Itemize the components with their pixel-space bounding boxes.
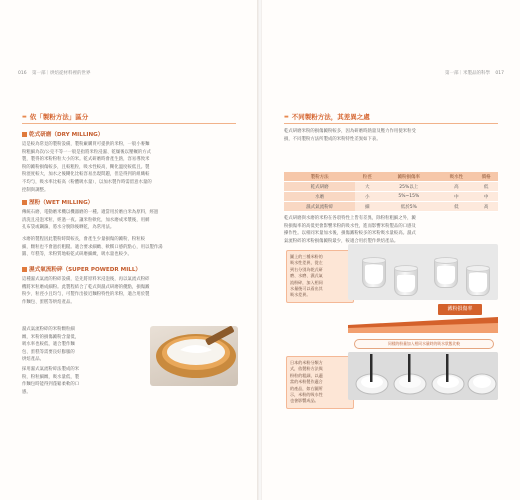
right-running-head-text: 第一部｜米製品的科學 xyxy=(444,71,490,76)
text-line: 到右分別為乾式研 xyxy=(290,266,323,272)
bowl-illustration xyxy=(150,326,238,386)
text-line: 不均勻，吸水率比較高（粉體吸水量）、以加水製作時需留意水量的 xyxy=(22,179,152,185)
cup-super-mill xyxy=(434,258,458,288)
left-section-rule xyxy=(22,123,236,124)
table-cell: 25%以上 xyxy=(379,182,438,192)
flour-batter-photo xyxy=(348,352,498,400)
table-cell: 低於5% xyxy=(379,202,438,212)
text-line: 圓、年糕等，米粉質地較乾式研磨細緻，吸水量也較少。 xyxy=(22,252,132,258)
right-body-paragraph xyxy=(284,215,498,245)
table-cell: 濕式氣流粉碎 xyxy=(284,202,355,212)
text-line: 粉粗細為次/公克不等一一般是指將米粒浸濕、乾燥後以壓輾的方式 xyxy=(22,149,152,155)
table-cell: 大 xyxy=(355,182,379,192)
text-line: 水量後可以看出其 xyxy=(290,286,323,292)
text-line: 粉，粉粒細緻，吸水量低，製 xyxy=(22,374,80,380)
milling-comparison-table xyxy=(284,172,498,212)
table-cell: 低 xyxy=(439,202,475,212)
sub-title-dry-milling xyxy=(22,130,103,138)
sub-title-wet-milling xyxy=(22,198,93,206)
text-line: 式，依製粉方法與 xyxy=(290,366,323,372)
table-header-cell: 價格 xyxy=(474,172,498,182)
text-line: 吸水差異。 xyxy=(290,292,311,298)
table-cell: 高 xyxy=(474,202,498,212)
title-dash-icon: ▬ xyxy=(22,113,27,120)
text-line: 乾式研磨米粉的損傷澱粉較多，因為研磨時熱量及壓力作用使米粒受 xyxy=(284,129,416,134)
text-line: 也會影響成品。 xyxy=(290,398,319,404)
right-page xyxy=(262,0,520,500)
table-cell: 細 xyxy=(355,202,379,212)
table-cell: 小 xyxy=(355,192,379,202)
text-line: 粉溼度較大，加水之後糊化比較容易出現問題，但是得到的組織較 xyxy=(22,172,150,178)
cup-wet-milled xyxy=(394,266,418,296)
note-box-japan xyxy=(286,356,354,409)
table-cell: 中 xyxy=(474,192,498,202)
table-header-row xyxy=(284,172,498,182)
text-line: 示，米粉的吸水性 xyxy=(290,392,323,398)
dry-milling-paragraph xyxy=(22,141,236,194)
text-line: 緻，米粉的損傷澱粉含量低， xyxy=(22,334,80,340)
sub1-text: 乾式研磨（DRY MILLING） xyxy=(29,132,104,138)
text-line: 製，製得的米粉粉粒大小的米。乾式研磨時會產生熱，容易導致米 xyxy=(22,157,150,163)
super-mill-paragraph xyxy=(22,276,236,306)
left-section-title-text: 依「製粉方法」區分 xyxy=(29,113,89,121)
text-line: 當的米粉製作適合 xyxy=(290,379,323,385)
text-line: 水磨的製程因此製粉時間較長，會產生少量損傷的澱粉，粉粒較 xyxy=(22,237,146,242)
square-bullet-icon xyxy=(22,200,27,205)
batter-cups-illustration xyxy=(348,352,498,400)
text-line: 烘焙產品。 xyxy=(22,357,44,363)
table-cell: 中 xyxy=(439,192,475,202)
note-box-absorption xyxy=(286,250,354,303)
text-line: 孔布袋或鋼篩，將水分脫除後晒乾，為常用法。 xyxy=(22,225,115,231)
sub3-text: 濕式氣流粉碎（SUPER POWEDR MILL） xyxy=(29,267,142,273)
text-line: 粉粒的粗細，以適 xyxy=(290,372,323,378)
wet-milling-paragraph xyxy=(22,209,236,232)
super-mill-tail-paragraph xyxy=(22,366,146,396)
table-header-cell: 澱粉損傷率 xyxy=(379,172,438,182)
text-line: 磨、水磨、濕式氣 xyxy=(290,273,323,279)
table-row xyxy=(284,202,498,212)
text-line: 吸水率也較低，適合製作麵 xyxy=(22,342,75,348)
table-header-cell: 製粉方法 xyxy=(284,172,355,182)
text-line: 粉損傷率的高低更會影響米粉的吸水性，進而影響米粉製品的口感及 xyxy=(284,223,416,229)
table-cell: 水磨 xyxy=(284,192,355,202)
square-bullet-icon xyxy=(22,132,27,137)
sub2-text: 溼粉（WET MILLING） xyxy=(29,200,94,206)
text-line: 採用濕式氣流粉碎法製成的米 xyxy=(22,367,80,372)
cup-reference xyxy=(466,266,490,296)
photo-caption: 同樣的粉量加入相同水量時的吸水狀態比較 xyxy=(354,339,494,349)
table-cell: 乾式研磨 xyxy=(284,182,355,192)
text-line: 操作性。以相同米量加水後，損傷澱粉較多的米粉吸水量較高。濕式 xyxy=(284,231,416,237)
table-cell: 低 xyxy=(474,182,498,192)
text-line: 日本的米粉分類方 xyxy=(290,360,323,365)
text-line: 粉少、粒徑小且均勻，可製作出接近麵粉特性的米粉，適合用於製 xyxy=(22,292,150,298)
right-intro-paragraph xyxy=(284,128,498,143)
text-line: 傳統石磨、電動磨米機以機器磨的一種。適當用於磨白米為原料，經過 xyxy=(22,210,159,215)
right-section-title xyxy=(284,112,370,121)
left-page xyxy=(0,0,258,500)
table-row xyxy=(284,182,498,192)
text-line: 細，顆粒也不會過於粗糙。適合要求細緻、軟糯口感的點心，用以製作湯 xyxy=(22,244,163,250)
text-line: 感。 xyxy=(22,389,31,395)
text-line: 圖上的三種米粉的 xyxy=(290,254,323,259)
right-running-head xyxy=(445,70,508,76)
text-line: 氣流粉碎的米粉損傷澱粉最少，較適合用於製作烘焙產品。 xyxy=(284,238,399,244)
text-line: 吸水性差異，從左 xyxy=(290,260,323,266)
text-line: 包、蛋糕等需要良好膨脹的 xyxy=(22,349,75,355)
text-line: 這種濕式氣流的粉碎設備，是先將原料米浸泡後，再以氣流式粉碎 xyxy=(22,277,150,282)
left-section-title xyxy=(22,112,88,121)
left-page-number: 016 xyxy=(18,71,27,76)
text-line: 控制與調整。 xyxy=(22,187,49,193)
table-row xyxy=(284,192,498,202)
flour-cups-photo xyxy=(348,244,498,300)
right-section-title-text: 不同製粉方法，其差異之處 xyxy=(291,113,370,121)
left-running-head xyxy=(14,70,91,76)
square-bullet-icon xyxy=(22,267,27,272)
table-header-cell: 吸水性 xyxy=(439,172,475,182)
wet-milling-paragraph-2 xyxy=(22,236,236,259)
table-cell: 高 xyxy=(439,182,475,192)
text-line: 乾式研磨與水磨的米粉在各項特性上皆有差異，除粉粒粗細之外，澱 xyxy=(284,216,416,221)
super-mill-side-paragraph xyxy=(22,326,146,364)
right-section-rule xyxy=(284,123,498,124)
starch-damage-arrow-icon xyxy=(348,315,498,333)
cup-dry-milled xyxy=(362,258,386,288)
text-line: 濕式氣流粉碎的米粉顆粒細 xyxy=(22,327,75,332)
text-line: 的產品，如右圖所 xyxy=(290,385,323,391)
table-cell: 5%~15% xyxy=(379,192,438,202)
left-running-head-text: 第一部｜烘焙從材料裡的世界 xyxy=(32,71,91,76)
text-line: 這是較為常見的製粉設備，製粉廠購買可提供的米粉，一般小麥麵 xyxy=(22,142,150,147)
starch-damage-label: 澱粉損傷率 xyxy=(438,304,482,315)
table-header-cell: 粒徑 xyxy=(355,172,379,182)
text-line: 作麵包時能得到蓬鬆柔軟的口 xyxy=(22,382,80,388)
text-line: 損，不同製粉方法所製成的米粉特性差異如下表。 xyxy=(284,136,381,142)
rice-flour-bowl-photo xyxy=(150,326,238,386)
text-line: 粉的澱粉損傷較多，且較粗粒，吸水性較高，糊化溫度較低且。製 xyxy=(22,164,150,170)
right-page-number: 017 xyxy=(495,71,504,76)
text-line: 流粉碎，加入相同 xyxy=(290,279,323,285)
text-line: 機將米粒磨成細粉。此製程結合了乾式與濕式研磨的優點，損傷澱 xyxy=(22,284,150,290)
text-line: 清洗且浸泡米粒，經過一夜。讓米粒軟化，加水磨成米漿後，用網 xyxy=(22,217,150,223)
sub-title-super-powder-mill xyxy=(22,265,141,273)
text-line: 作麵包、蛋糕等烘焙產品。 xyxy=(22,299,75,305)
title-dash-icon: ▬ xyxy=(284,113,289,120)
